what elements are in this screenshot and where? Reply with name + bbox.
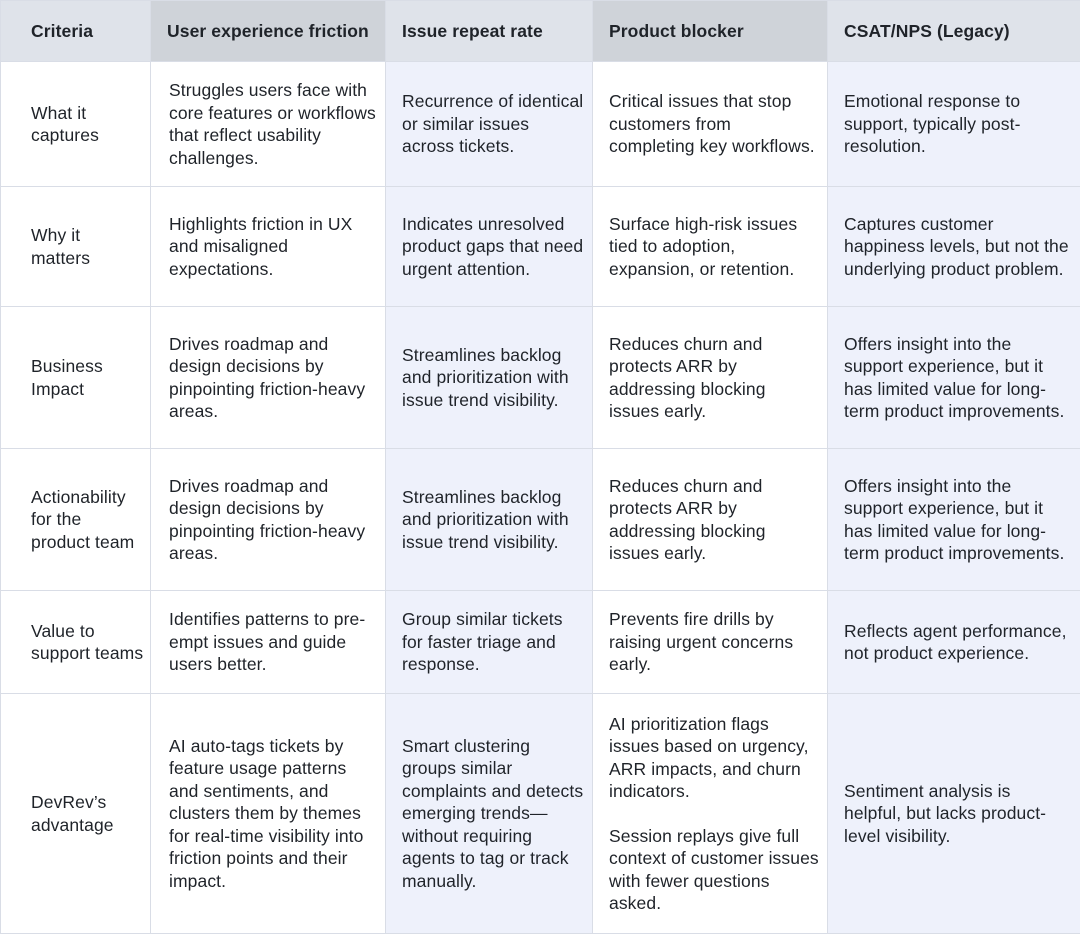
blocker-paragraph: Session replays give full context of customer issues with fewer questions asked. (609, 825, 819, 915)
header-issue-repeat-rate: Issue repeat rate (386, 1, 593, 62)
ux-friction-cell: Drives roadmap and design decisions by pinpointing friction-heavy areas. (151, 307, 386, 449)
repeat-rate-cell: Smart clustering groups similar complaints and detects emerging trends—without requiring agents to tag or track manually. (386, 694, 593, 934)
header-product-blocker: Product blocker (593, 1, 828, 62)
csat-cell: Offers insight into the support experience, but it has limited value for long-term product improvements. (828, 449, 1080, 591)
repeat-rate-cell: Streamlines backlog and prioritization with issue trend visibility. (386, 307, 593, 449)
blocker-cell: Critical issues that stop customers from completing key workflows. (593, 62, 828, 187)
criteria-cell: Why it matters (1, 187, 151, 307)
blocker-cell (593, 694, 828, 934)
csat-cell: Reflects agent performance, not product experience. (828, 591, 1080, 694)
repeat-rate-cell: Indicates unresolved product gaps that need urgent attention. (386, 187, 593, 307)
blocker-cell: Reduces churn and protects ARR by addressing blocking issues early. (593, 449, 828, 591)
blocker-cell: Surface high-risk issues tied to adoption, expansion, or retention. (593, 187, 828, 307)
blocker-cell: Reduces churn and protects ARR by addressing blocking issues early. (593, 307, 828, 449)
criteria-cell: Business Impact (1, 307, 151, 449)
csat-cell: Captures customer happiness levels, but not the underlying product problem. (828, 187, 1080, 307)
header-criteria: Criteria (1, 1, 151, 62)
repeat-rate-cell: Group similar tickets for faster triage and response. (386, 591, 593, 694)
ux-friction-cell: Highlights friction in UX and misaligned expectations. (151, 187, 386, 307)
header-row (1, 1, 1080, 62)
ux-friction-cell: Identifies patterns to pre-empt issues and guide users better. (151, 591, 386, 694)
header-csat-nps-legacy: CSAT/NPS (Legacy) (828, 1, 1080, 62)
ux-friction-cell: Drives roadmap and design decisions by pinpointing friction-heavy areas. (151, 449, 386, 591)
table-row (1, 694, 1080, 934)
table-row (1, 187, 1080, 307)
table-row (1, 62, 1080, 187)
repeat-rate-cell: Recurrence of identical or similar issues across tickets. (386, 62, 593, 187)
header-user-experience-friction: User experience friction (151, 1, 386, 62)
criteria-cell: Value to support teams (1, 591, 151, 694)
ux-friction-cell: Struggles users face with core features or workflows that reflect usability challenges. (151, 62, 386, 187)
blocker-cell: Prevents fire drills by raising urgent concerns early. (593, 591, 828, 694)
blocker-paragraph: AI prioritization flags issues based on urgency, ARR impacts, and churn indicators. (609, 713, 819, 803)
csat-cell: Emotional response to support, typically post-resolution. (828, 62, 1080, 187)
csat-cell: Offers insight into the support experience, but it has limited value for long-term product improvements. (828, 307, 1080, 449)
table-row (1, 449, 1080, 591)
repeat-rate-cell: Streamlines backlog and prioritization with issue trend visibility. (386, 449, 593, 591)
csat-cell: Sentiment analysis is helpful, but lacks product-level visibility. (828, 694, 1080, 934)
criteria-cell: DevRev’s advantage (1, 694, 151, 934)
criteria-cell: Actionability for the product team (1, 449, 151, 591)
ux-friction-cell: AI auto-tags tickets by feature usage patterns and sentiments, and clusters them by themes for real-time visibility into friction points and their impact. (151, 694, 386, 934)
criteria-cell: What it captures (1, 62, 151, 187)
table-row (1, 307, 1080, 449)
table-row (1, 591, 1080, 694)
